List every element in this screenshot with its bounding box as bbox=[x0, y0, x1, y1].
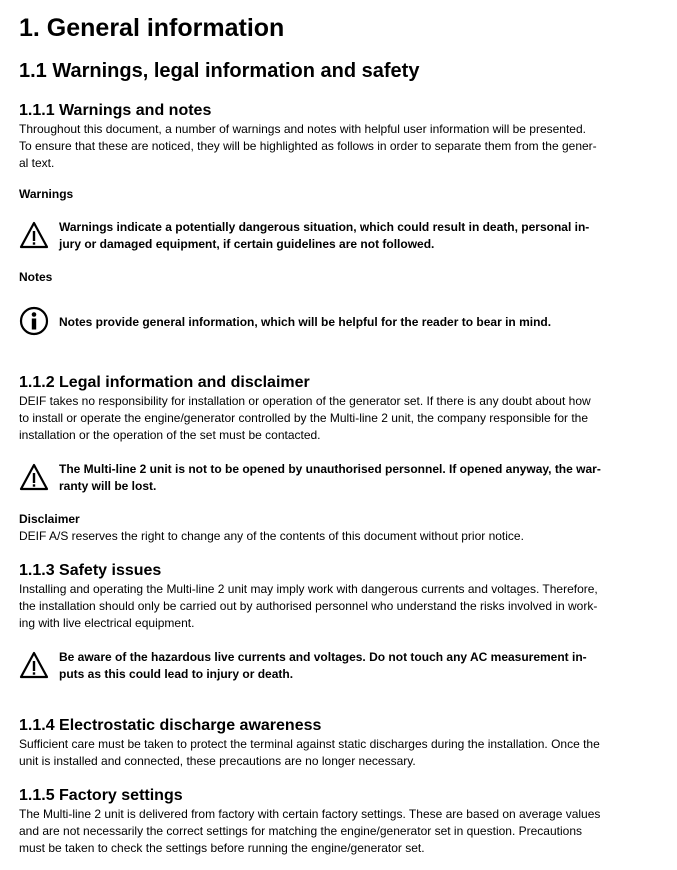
heading-1-1-4: 1.1.4 Electrostatic discharge awareness bbox=[19, 717, 322, 734]
paragraph-safety bbox=[19, 581, 639, 632]
text-line: puts as this could lead to injury or death. bbox=[59, 667, 294, 681]
text-line: and are not necessarily the correct settings for matching the engine/generator set in question. Precautions bbox=[19, 824, 582, 838]
disclaimer-label: Disclaimer bbox=[19, 512, 80, 526]
info-circle-icon bbox=[19, 306, 49, 336]
page-title: 1. General information bbox=[19, 14, 285, 42]
paragraph-warnings-notes bbox=[19, 121, 639, 172]
text-line: Sufficient care must be taken to protect the terminal against static discharges during the installation. Once the bbox=[19, 737, 600, 751]
warnings-label: Warnings bbox=[19, 187, 74, 201]
text-line: unit is installed and connected, these precautions are no longer necessary. bbox=[19, 754, 416, 768]
warning-text bbox=[59, 461, 629, 495]
heading-1-1-2: 1.1.2 Legal information and disclaimer bbox=[19, 374, 310, 391]
text-line: to install or operate the engine/generator controlled by the Multi-line 2 unit, the company responsible for the bbox=[19, 411, 589, 425]
paragraph-esd bbox=[19, 736, 639, 770]
notes-label: Notes bbox=[19, 270, 53, 284]
heading-1-1-3: 1.1.3 Safety issues bbox=[19, 562, 162, 579]
text-line: DEIF takes no responsibility for installation or operation of the generator set. If there is any doubt about how bbox=[19, 394, 591, 408]
warning-text bbox=[59, 219, 629, 253]
text-line: al text. bbox=[19, 156, 55, 170]
warning-text bbox=[59, 649, 629, 683]
text-line: To ensure that these are noticed, they will be highlighted as follows in order to separate them from the gener- bbox=[19, 139, 597, 153]
heading-1-1-5: 1.1.5 Factory settings bbox=[19, 787, 183, 804]
text-line: jury or damaged equipment, if certain guidelines are not followed. bbox=[59, 237, 435, 251]
paragraph-legal bbox=[19, 393, 639, 444]
warning-triangle-icon bbox=[19, 220, 49, 250]
text-line: The Multi-line 2 unit is not to be opened by unauthorised personnel. If opened anyway, the war- bbox=[59, 462, 601, 476]
text-line: the installation should only be carried out by authorised personnel who understand the risks involved in work- bbox=[19, 599, 598, 613]
text-line: must be taken to check the settings before running the engine/generator set. bbox=[19, 841, 425, 855]
paragraph-factory-settings bbox=[19, 806, 639, 857]
text-line: ing with live electrical equipment. bbox=[19, 616, 195, 630]
warning-triangle-icon bbox=[19, 650, 49, 680]
text-line: Throughout this document, a number of warnings and notes with helpful user information will be presented. bbox=[19, 122, 586, 136]
text-line: Installing and operating the Multi-line 2 unit may imply work with dangerous currents and voltages. Therefore, bbox=[19, 582, 598, 596]
note-text: Notes provide general information, which will be helpful for the reader to bear in mind. bbox=[59, 315, 552, 329]
warning-triangle-icon bbox=[19, 462, 49, 492]
text-line: Be aware of the hazardous live currents and voltages. Do not touch any AC measurement in- bbox=[59, 650, 587, 664]
section-heading-1-1: 1.1 Warnings, legal information and safety bbox=[19, 60, 420, 82]
text-line: The Multi-line 2 unit is delivered from factory with certain factory settings. These are based on average values bbox=[19, 807, 601, 821]
text-line: Warnings indicate a potentially dangerous situation, which could result in death, personal in- bbox=[59, 220, 590, 234]
text-line: installation or the operation of the set must be contacted. bbox=[19, 428, 321, 442]
heading-1-1-1: 1.1.1 Warnings and notes bbox=[19, 102, 212, 119]
disclaimer-text: DEIF A/S reserves the right to change any of the contents of this document without prior notice. bbox=[19, 529, 524, 543]
text-line: ranty will be lost. bbox=[59, 479, 157, 493]
